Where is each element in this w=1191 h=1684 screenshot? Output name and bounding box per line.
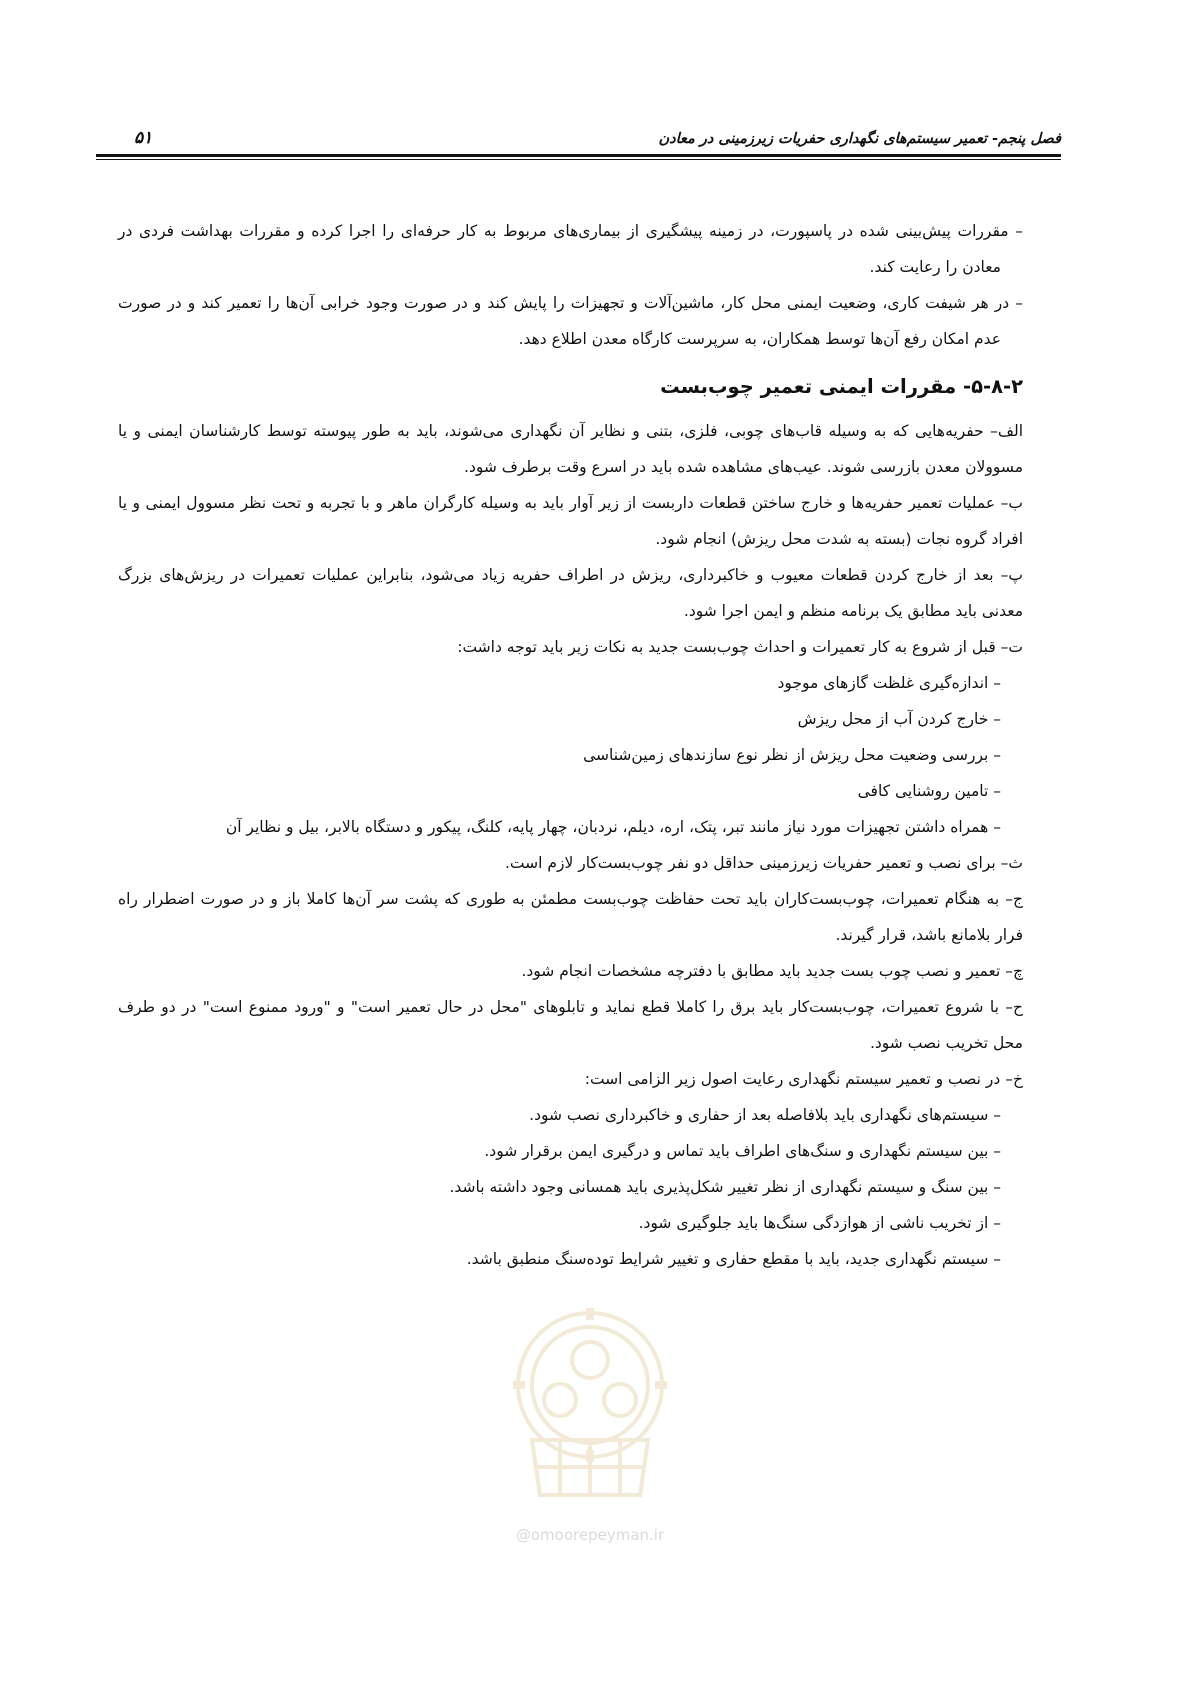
te-bullet-1: – اندازه‌گیری غلظت گازهای موجود (777, 674, 1001, 692)
khe-bullet-5: – سیستم نگهداری جدید، باید با مقطع حفاری و تغییر شرایط توده‌سنگ منطبق باشد. (466, 1250, 1001, 1268)
intro-bullet-1: – مقررات پیش‌بینی شده در پاسپورت، در زمینه پیشگیری از بیماری‌های مربوط به کار حرفه‌ای را اجرا کرده و مقررات بهداشت فردی در معادن را رعایت کند. (118, 222, 1023, 276)
item-alef: الف– حفریه‌هایی که به وسیله قاب‌های چوبی، فلزی، بتنی و نظایر آن نگهداری می‌شوند، باید به طور پیوسته توسط کارشناسان ایمنی و یا مسوولان معدن بازرسی شوند. عیب‌های مشاهده شده باید در اسرع وقت برطرف شود. (118, 422, 1023, 476)
page-body (118, 213, 1023, 1277)
watermark-url: @omoorepeyman.ir (515, 1526, 665, 1544)
item-pe: پ– بعد از خارج کردن قطعات معیوب و خاکبرداری، ریزش در اطراف حفریه زیاد می‌شود، بنابراین عملیات تعمیرات در ریزش‌های بزرگ معدنی باید مطابق یک برنامه منظم و ایمن اجرا شود. (118, 566, 1023, 620)
item-jim: ج– به هنگام تعمیرات، چوب‌بست‌کاران باید تحت حفاظت چوب‌بست مطمئن به طوری که پشت سر آن‌ها کاملا باز و در صورت اضطرار راه فرار بلامانع باشد، قرار گیرند. (118, 890, 1023, 944)
khe-bullet-1: – سیستم‌های نگهداری باید بلافاصله بعد از حفاری و خاکبرداری نصب شود. (529, 1106, 1001, 1124)
item-khe: خ– در نصب و تعمیر سیستم نگهداری رعایت اصول زیر الزامی است: (584, 1070, 1023, 1088)
page-number: ۵۱ (134, 128, 153, 148)
te-bullet-5: – همراه داشتن تجهیزات مورد نیاز مانند تبر، پتک، اره، دیلم، نردبان، چهار پایه، کلنگ، پیکور و دستگاه بالابر، بیل و نظایر آن (225, 818, 1001, 836)
section-heading: ۵-۸-۲- مقررات ایمنی تعمیر چوب‌بست (660, 375, 1023, 398)
page-header (96, 126, 1061, 162)
gear-seal-icon (480, 1290, 700, 1520)
te-bullet-3: – بررسی وضعیت محل ریزش از نظر نوع سازندهای زمین‌شناسی (583, 746, 1001, 764)
item-te: ت– قبل از شروع به کار تعمیرات و احداث چوب‌بست جدید به نکات زیر باید توجه داشت: (457, 638, 1023, 656)
intro-bullet-2: – در هر شیفت کاری، وضعیت ایمنی محل کار، ماشین‌آلات و تجهیزات را پایش کند و در صورت وجود خرابی آن‌ها را تعمیر کند و در صورت عدم امکان رفع آن‌ها توسط همکاران، به سرپرست کارگاه معدن اطلاع دهد. (118, 294, 1023, 348)
khe-bullet-4: – از تخریب ناشی از هوازدگی سنگ‌ها باید جلوگیری شود. (638, 1214, 1001, 1232)
watermark-logo (480, 1290, 700, 1550)
khe-bullet-3: – بین سنگ و سیستم نگهداری از نظر تغییر شکل‌پذیری باید همسانی وجود داشته باشد. (449, 1178, 1001, 1196)
chapter-title: فصل پنجم- تعمیر سیستم‌های نگهداری حفریات زیرزمینی در معادن (658, 130, 1061, 147)
item-se: ث– برای نصب و تعمیر حفریات زیرزمینی حداقل دو نفر چوب‌بست‌کار لازم است. (505, 854, 1023, 872)
te-bullet-4: – تامین روشنایی کافی (857, 782, 1001, 800)
header-rule-thin (96, 159, 1061, 160)
item-he: ح– با شروع تعمیرات، چوب‌بست‌کار باید برق را کاملا قطع نماید و تابلوهای "محل در حال تعمیر است" و "ورود ممنوع است" در دو طرف محل تخریب نصب شود. (118, 998, 1023, 1052)
item-be: ب– عملیات تعمیر حفریه‌ها و خارج ساختن قطعات داربست از زیر آوار باید به وسیله کارگران ماهر و با تجربه و تحت نظر مسوول ایمنی و یا افراد گروه نجات (بسته به شدت محل ریزش) انجام شود. (118, 494, 1023, 548)
header-rule-thick (96, 154, 1061, 157)
khe-bullet-2: – بین سیستم نگهداری و سنگ‌های اطراف باید تماس و درگیری ایمن برقرار شود. (484, 1142, 1001, 1160)
item-che: چ– تعمیر و نصب چوب بست جدید باید مطابق با دفترچه مشخصات انجام شود. (521, 962, 1023, 980)
te-bullet-2: – خارج کردن آب از محل ریزش (797, 710, 1001, 728)
